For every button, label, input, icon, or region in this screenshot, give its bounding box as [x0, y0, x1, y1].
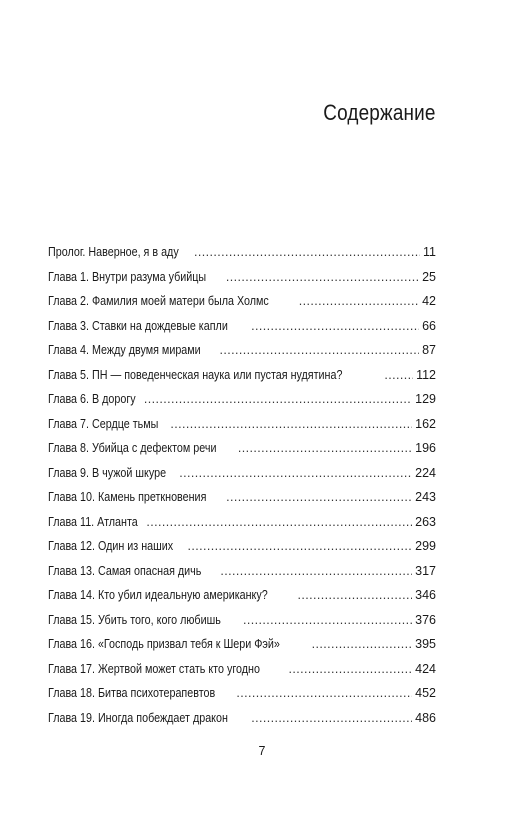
toc-entry: [48, 657, 436, 682]
toc-entry-label: Глава 15. Убить того, кого любишь: [48, 612, 221, 627]
toc-leader-dots: [299, 289, 419, 314]
toc-entry: [48, 485, 436, 510]
toc-entry-page: 395: [415, 637, 436, 651]
toc-entry: [48, 436, 436, 461]
toc-entry-page: 263: [415, 514, 436, 529]
toc-entry-label: Глава 3. Ставки на дождевые капли: [48, 318, 228, 333]
toc-leader-dots: [226, 265, 419, 290]
page-title: Содержание: [323, 100, 436, 125]
toc-leader-dots: [238, 436, 412, 461]
toc-entry-page: 317: [415, 563, 436, 578]
toc-entry-label: Глава 5. ПН — поведенческая наука или пустая нудятина?: [48, 367, 343, 382]
toc-entry-page: 196: [415, 441, 436, 455]
toc-leader-dots: [226, 485, 412, 510]
toc-entry-page: 112: [416, 367, 436, 382]
toc-entry-page: 42: [422, 294, 436, 308]
toc-entry: [48, 289, 436, 314]
toc-entry-page: 243: [415, 490, 436, 504]
toc-entry-page: 162: [415, 416, 436, 431]
toc-entry-label: Глава 19. Иногда побеждает дракон: [48, 710, 228, 725]
toc-entry-label: Глава 18. Битва психотерапевтов: [48, 686, 216, 700]
toc-entry-page: 224: [415, 465, 436, 480]
page-number: 7: [258, 744, 266, 758]
toc-entry-label: Пролог. Наверное, я в аду: [48, 245, 179, 259]
toc-entry: [48, 583, 436, 608]
toc-entry: [48, 559, 436, 584]
toc-entry-label: Глава 17. Жертвой может стать кто угодно: [48, 661, 260, 676]
toc-entry-label: Глава 12. Один из наших: [48, 539, 174, 553]
toc-leader-dots: [170, 412, 412, 437]
toc-entry: [48, 510, 436, 535]
toc-leader-dots: [243, 608, 412, 633]
toc-entry-label: Глава 16. «Господь призвал тебя к Шери Фэй»: [48, 637, 280, 651]
toc-leader-dots: [144, 387, 412, 412]
toc-entry-label: Глава 2. Фамилия моей матери была Холмс: [48, 294, 269, 308]
toc-leader-dots: [179, 461, 412, 486]
toc-leader-dots: [146, 510, 412, 535]
toc-entry-label: Глава 10. Камень преткновения: [48, 490, 207, 504]
toc-leader-dots: [251, 314, 419, 339]
toc-leader-dots: [194, 240, 420, 265]
toc-entry: [48, 338, 436, 363]
toc-entry-page: 66: [422, 318, 436, 333]
toc-entry: [48, 240, 436, 265]
toc-entry: [48, 363, 436, 388]
toc-entry: [48, 706, 436, 731]
toc-leader-dots: [236, 681, 412, 706]
toc-entry-page: 424: [415, 661, 436, 676]
toc-leader-dots: [188, 534, 413, 559]
toc-entry-label: Глава 11. Атланта: [48, 514, 138, 529]
toc-leader-dots: [220, 559, 412, 584]
toc-entry: [48, 265, 436, 290]
toc-entry: [48, 461, 436, 486]
toc-entry-page: 129: [415, 392, 436, 406]
toc-entry: [48, 534, 436, 559]
toc-leader-dots: [288, 657, 412, 682]
toc-leader-dots: [384, 363, 413, 388]
toc-entry-page: 452: [415, 686, 436, 700]
toc-entry: [48, 387, 436, 412]
toc-entry-page: 25: [422, 269, 436, 284]
toc-leader-dots: [312, 632, 412, 657]
toc-entry-page: 87: [422, 343, 436, 357]
toc-entry-label: Глава 6. В дорогу: [48, 392, 136, 406]
toc-entry-page: 299: [415, 539, 436, 553]
toc-entry-page: 11: [423, 245, 436, 259]
toc-entry: [48, 681, 436, 706]
toc-leader-dots: [220, 338, 420, 363]
toc-entry: [48, 608, 436, 633]
toc-entry-label: Глава 8. Убийца с дефектом речи: [48, 441, 217, 455]
toc-entry-label: Глава 1. Внутри разума убийцы: [48, 269, 207, 284]
toc-entry-label: Глава 9. В чужой шкуре: [48, 465, 167, 480]
toc-leader-dots: [298, 583, 413, 608]
toc-entry: [48, 412, 436, 437]
toc-entry-label: Глава 4. Между двумя мирами: [48, 343, 201, 357]
toc-entry-page: 346: [415, 588, 436, 602]
toc-entry-page: 486: [415, 710, 436, 725]
table-of-contents: [48, 240, 436, 730]
toc-entry-label: Глава 7. Сердце тьмы: [48, 416, 159, 431]
toc-entry: [48, 314, 436, 339]
toc-entry-page: 376: [415, 612, 436, 627]
toc-entry-label: Глава 14. Кто убил идеальную американку?: [48, 588, 268, 602]
toc-entry: [48, 632, 436, 657]
toc-entry-label: Глава 13. Самая опасная дичь: [48, 563, 202, 578]
toc-leader-dots: [251, 706, 412, 731]
